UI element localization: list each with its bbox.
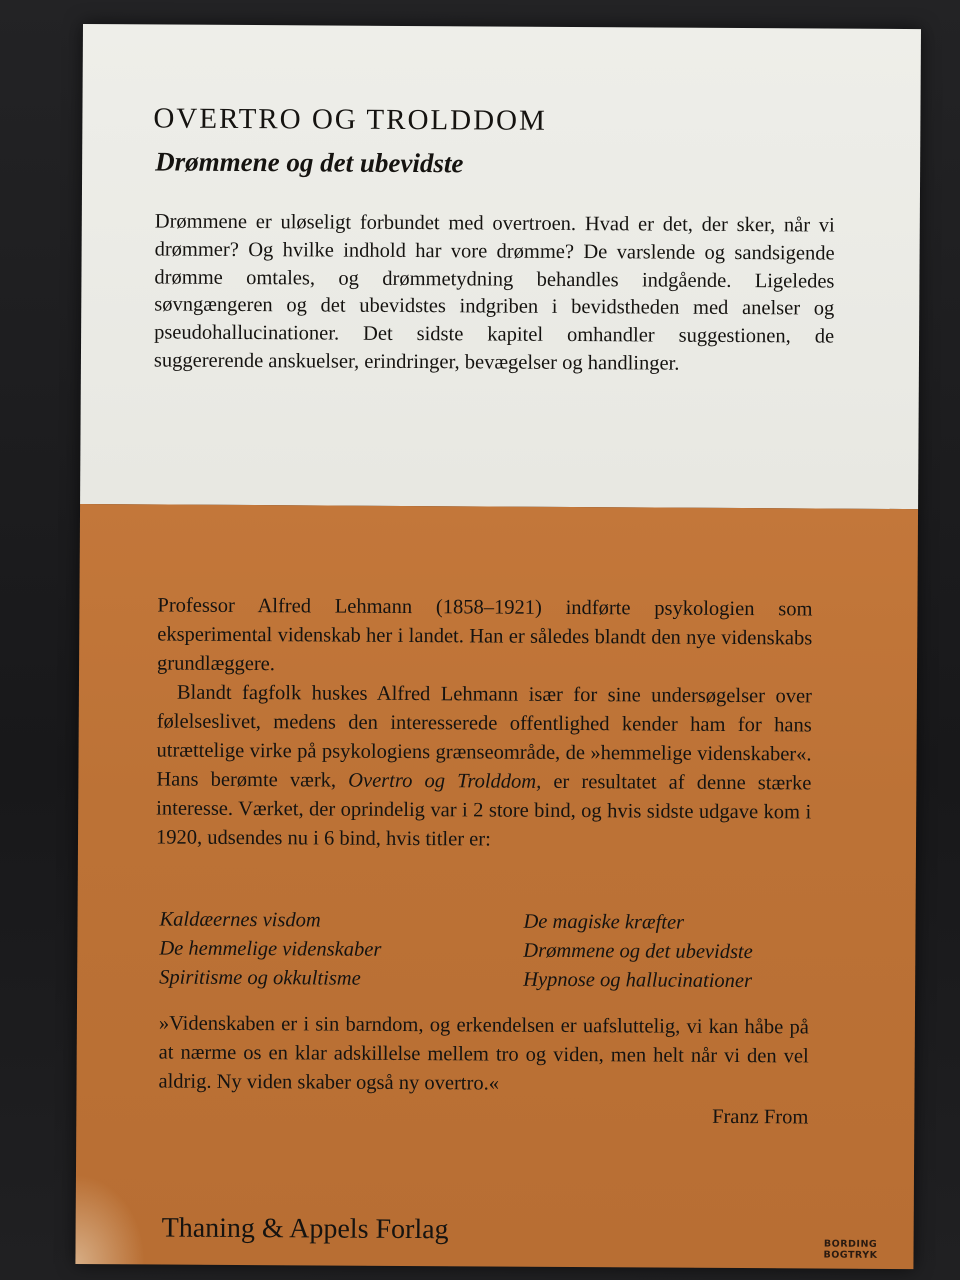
printer-logo — [819, 1239, 881, 1261]
cover-wear-mark — [75, 1174, 146, 1264]
author-paragraph-2-part-1: Blandt fagfolk huskes Alfred Lehmann især for sine undersøgelser over følelseslivet, medens den interesserede offentlighed kender ham for hans utrættelige virke på psykologiens grænseområde, de »hemmelige videnskaber«. Hans berømte værk, — [156, 681, 812, 792]
work-title: Overtro og Trolddom, — [348, 769, 542, 793]
volume-title: Spiritisme og okkultisme — [159, 966, 361, 990]
quote-author: Franz From — [712, 1105, 809, 1129]
publisher-name: Thaning & Appels Forlag — [161, 1212, 449, 1246]
cover-top-panel — [80, 24, 921, 509]
book-blurb: Drømmene er uløseligt forbundet med overtroen. Hvad er det, der sker, når vi drømmer? Og hvilke indhold har vore drømme? De varslende og sandsigende drømme omtales, og drømmetydning behandles indgående. Ligeledes søvngængeren og det ubevidstes indgriben i bevidstheden med anelser og pseudohallucinationer. Det sidste kapitel omhandler suggestionen, de suggererende anskuelser, erindringer, bevægelser og handlinger. — [153, 210, 835, 375]
book-title: OVERTRO OG TROLDDOM — [153, 102, 547, 137]
volume-title: De hemmelige videnskaber — [159, 937, 382, 961]
quote-text: »Videnskaben er i sin barndom, og erkendelsen er uafsluttelig, vi kan håbe på at nærme os en klar adskillelse mellem tro og viden, men helt når vi den vel aldrig. Ny viden skaber også ny overtro.« — [158, 1012, 809, 1095]
volume-title: Kaldæernes visdom — [159, 908, 321, 932]
author-paragraph-2-part-2: er resultatet af denne stærke interesse. Værket, der oprindelig var i 2 store bind, og hvis sidste udgave kom i 1920, udsendes nu i 6 bind, hvis titler er: — [155, 770, 812, 851]
author-paragraph-2 — [156, 678, 812, 856]
volume-title: Drømmene og det ubevidste — [523, 939, 753, 964]
author-paragraph-1: Professor Alfred Lehmann (1858–1921) indførte psykologien som eksperimental videnskab her i landet. Han er således blandt den nye videnskabs grundlæggere. — [157, 594, 813, 676]
author-description — [156, 591, 813, 856]
printer-logo-line-2: BOGTRYK — [823, 1249, 878, 1261]
printer-logo-line-1: BORDING — [823, 1238, 878, 1250]
volume-titles-list — [159, 906, 820, 995]
book-back-cover — [75, 24, 921, 1269]
book-subtitle: Drømmene og det ubevidste — [155, 146, 464, 179]
volume-title: De magiske kræfter — [523, 910, 685, 934]
volume-title: Hypnose og hallucinationer — [523, 968, 753, 993]
